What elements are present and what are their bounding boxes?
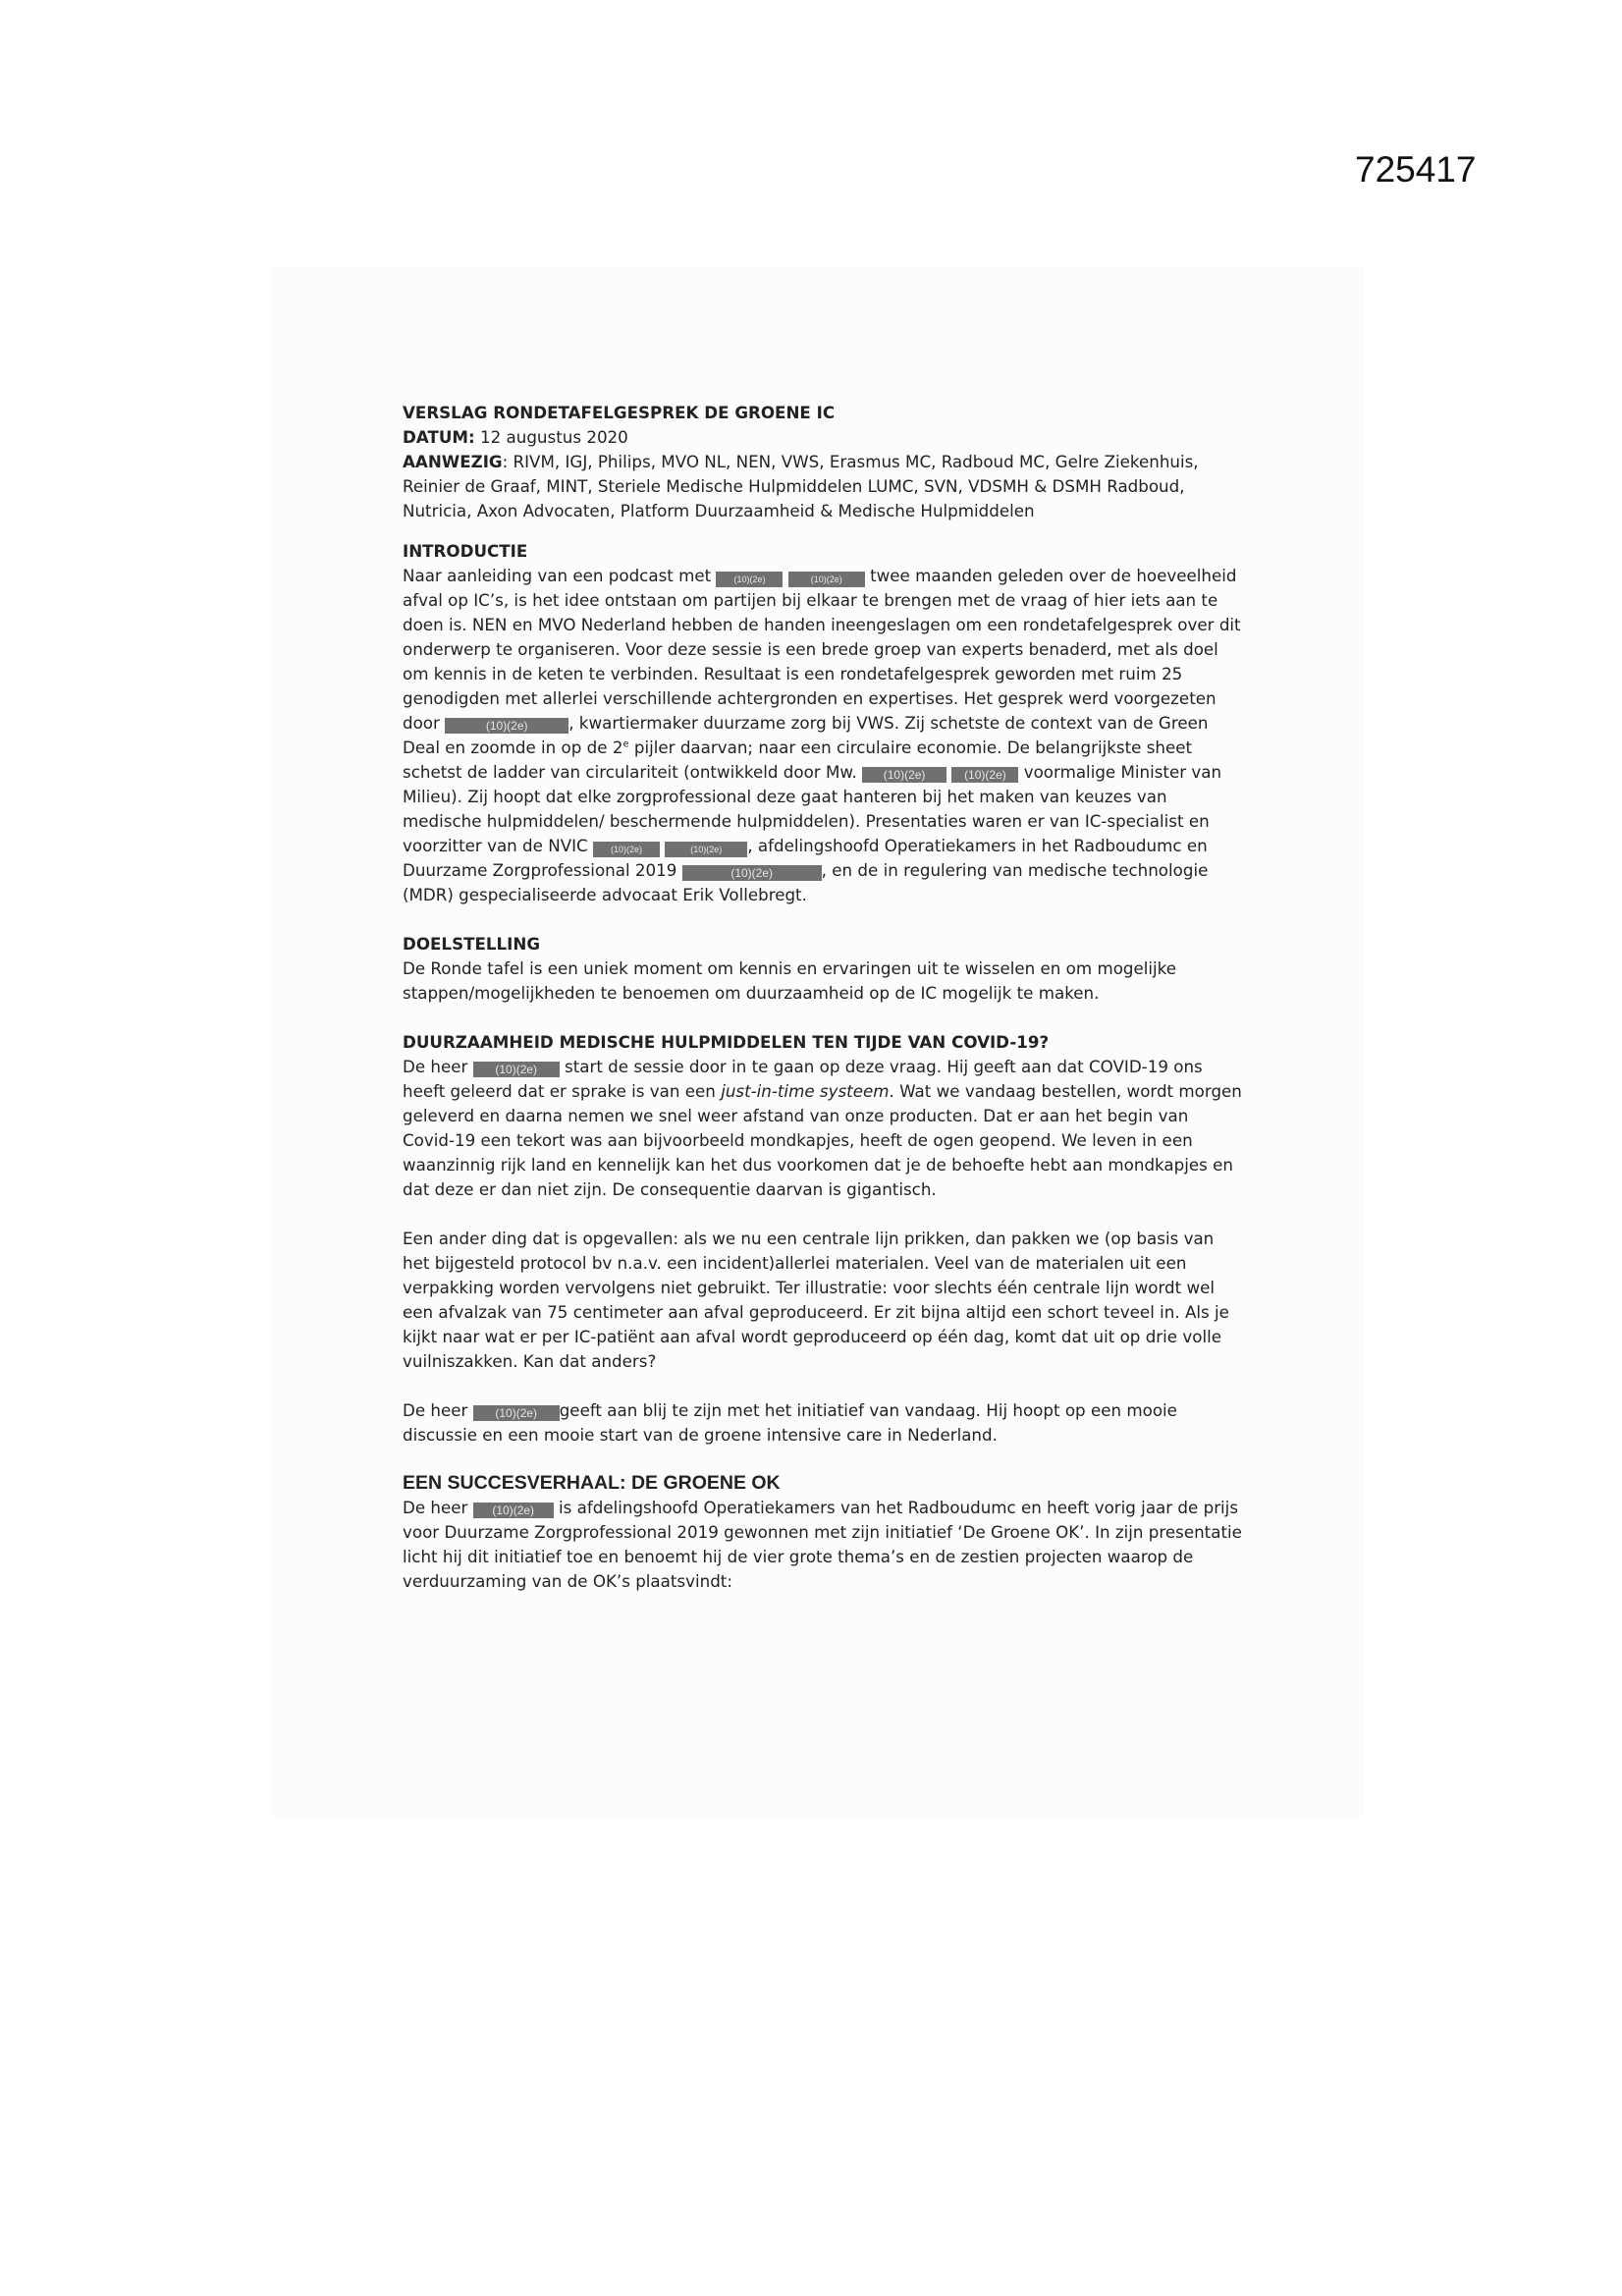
text-run: geeft aan blij te zijn met het initiatief van vandaag. Hij hoopt op een mooie discussie en een mooie start van de groene intensive care in Nederland. <box>403 1400 1177 1445</box>
duurzaamheid-heading: DUURZAAMHEID MEDISCHE HULPMIDDELEN TEN TIJDE VAN COVID-19? <box>403 1032 1050 1052</box>
text-run: De heer <box>403 1400 473 1420</box>
introductie-heading: INTRODUCTIE <box>403 541 528 561</box>
text-run: . Wat we vandaag bestellen, wordt morgen geleverd en daarna nemen we snel weer afstand van onze producten. Dat er aan het begin van Covid-19 een tekort was aan bijvoorbeeld mondkapjes, heeft de ogen geopend. We leven in een waanzinnig rijk land en kennelijk kan het dus voorkomen dat je de behoefte hebt aan mondkapjes en dat deze er dan niet zijn. De consequentie daarvan is gigantisch. <box>403 1081 1242 1199</box>
emphasis-text: just-in-time systeem <box>721 1081 890 1101</box>
redaction-box: (10)(2e) <box>473 1062 560 1077</box>
doelstelling-paragraph: De Ronde tafel is een uniek moment om kennis en ervaringen uit te wisselen en om mogelijke stappen/mogelijkheden te benoemen om duurzaamheid op de IC mogelijk te maken. <box>403 958 1177 1003</box>
redaction-box: (10)(2e) <box>473 1405 560 1421</box>
succesverhaal-paragraph <box>403 1496 1242 1594</box>
redaction-box: (10)(2e) <box>593 842 660 857</box>
document-number: 725417 <box>1355 149 1477 190</box>
duurzaamheid-paragraph-3 <box>403 1398 1242 1448</box>
duurzaamheid-paragraph-2: Een ander ding dat is opgevallen: als we nu een centrale lijn prikken, dan pakken we (op basis van het bijgesteld protocol bv n.a.v. een incident)allerlei materialen. Veel van de materialen uit een verpakking worden vervolgens niet gebruikt. Ter illustratie: voor slechts één centrale lijn wordt wel een afvalzak van 75 centimeter aan afval geproduceerd. Er zit bijna altijd een schort teveel in. Als je kijkt naar wat er per IC-patiënt aan afval wordt geproduceerd op één dag, komt dat uit op drie volle vuilniszakken. Kan dat anders? <box>403 1229 1229 1371</box>
datum-line <box>403 425 1242 450</box>
aanwezig-label: AANWEZIG <box>403 452 503 471</box>
document-body <box>403 401 1242 1594</box>
redaction-box: (10)(2e) <box>788 572 865 587</box>
text-run: De heer <box>403 1057 473 1076</box>
succesverhaal-heading: EEN SUCCESVERHAAL: DE GROENE OK <box>403 1472 781 1494</box>
redaction-box: (10)(2e) <box>445 718 568 734</box>
document-title: VERSLAG RONDETAFELGESPREK DE GROENE IC <box>403 403 836 422</box>
text-run: is afdelingshoofd Operatiekamers van het Radboudumc en heeft vorig jaar de prijs voor Duurzame Zorgprofessional 2019 gewonnen met zijn initiatief ‘De Groene OK’. In zijn presentatie licht hij dit initiatief toe en benoemt hij de vier grote thema’s en de zestien projecten waarop de verduurzaming van de OK’s plaatsvindt: <box>403 1498 1242 1591</box>
text-run: voormalige Minister van Milieu). Zij hoopt dat elke zorgprofessional deze gaat hanteren bij het maken van keuzes van medische hulpmiddelen/ beschermende hulpmiddelen). Presentaties waren er van IC-specialist en voorzitter van de NVIC <box>403 762 1222 855</box>
datum-value: 12 augustus 2020 <box>480 427 628 447</box>
text-run: pijler daarvan; naar een circulaire economie. De belangrijkste sheet schetst de ladder van circulariteit (ontwikkeld door Mw. <box>403 738 1193 782</box>
datum-label: DATUM: <box>403 427 475 447</box>
text-run: start de sessie door in te gaan op deze vraag. Hij geeft aan dat COVID-19 ons heeft geleerd dat er sprake is van een <box>403 1057 1203 1101</box>
duurzaamheid-paragraph-1 <box>403 1055 1242 1202</box>
redaction-box: (10)(2e) <box>682 865 822 881</box>
redaction-box: (10)(2e) <box>665 842 747 857</box>
aanwezig-value: : RIVM, IGJ, Philips, MVO NL, NEN, VWS, Erasmus MC, Radboud MC, Gelre Ziekenhuis, Reinier de Graaf, MINT, Steriele Medische Hulpmiddelen LUMC, SVN, VDSMH & DSMH Radboud, Nutricia, Axon Advocaten, Platform Duurzaamheid & Medische Hulpmiddelen <box>403 452 1199 520</box>
text-run: , kwartiermaker duurzame zorg bij VWS. Zij schetste de context van de Green Deal en zoomde in op de 2 <box>403 713 1209 757</box>
doelstelling-heading: DOELSTELLING <box>403 934 541 954</box>
introductie-paragraph <box>403 564 1242 907</box>
text-run: , afdelingshoofd Operatiekamers in het Radboudumc en Duurzame Zorgprofessional 2019 <box>403 836 1208 880</box>
text-run: Naar aanleiding van een podcast met <box>403 566 717 585</box>
redaction-box: (10)(2e) <box>862 767 946 783</box>
redaction-box: (10)(2e) <box>716 572 783 587</box>
superscript: e <box>622 738 629 750</box>
text-run: , en de in regulering van medische technologie (MDR) gespecialiseerde advocaat Erik Vollebregt. <box>403 860 1209 904</box>
redaction-box: (10)(2e) <box>951 767 1018 783</box>
redaction-box: (10)(2e) <box>473 1503 554 1518</box>
aanwezig-line <box>403 450 1242 523</box>
text-run: De heer <box>403 1498 473 1517</box>
text-run: twee maanden geleden over de hoeveelheid afval op IC’s, is het idee ontstaan om partijen bij elkaar te brengen met de vraag of hier iets aan te doen is. NEN en MVO Nederland hebben de handen ineengeslagen om een rondetafelgesprek over dit onderwerp te organiseren. Voor deze sessie is een brede groep van experts benaderd, met als doel om kennis in de keten te verbinden. Resultaat is een rondetafelgesprek geworden met ruim 25 genodigden met allerlei verschillende achtergronden en expertises. Het gesprek werd voorgezeten door <box>403 566 1241 733</box>
